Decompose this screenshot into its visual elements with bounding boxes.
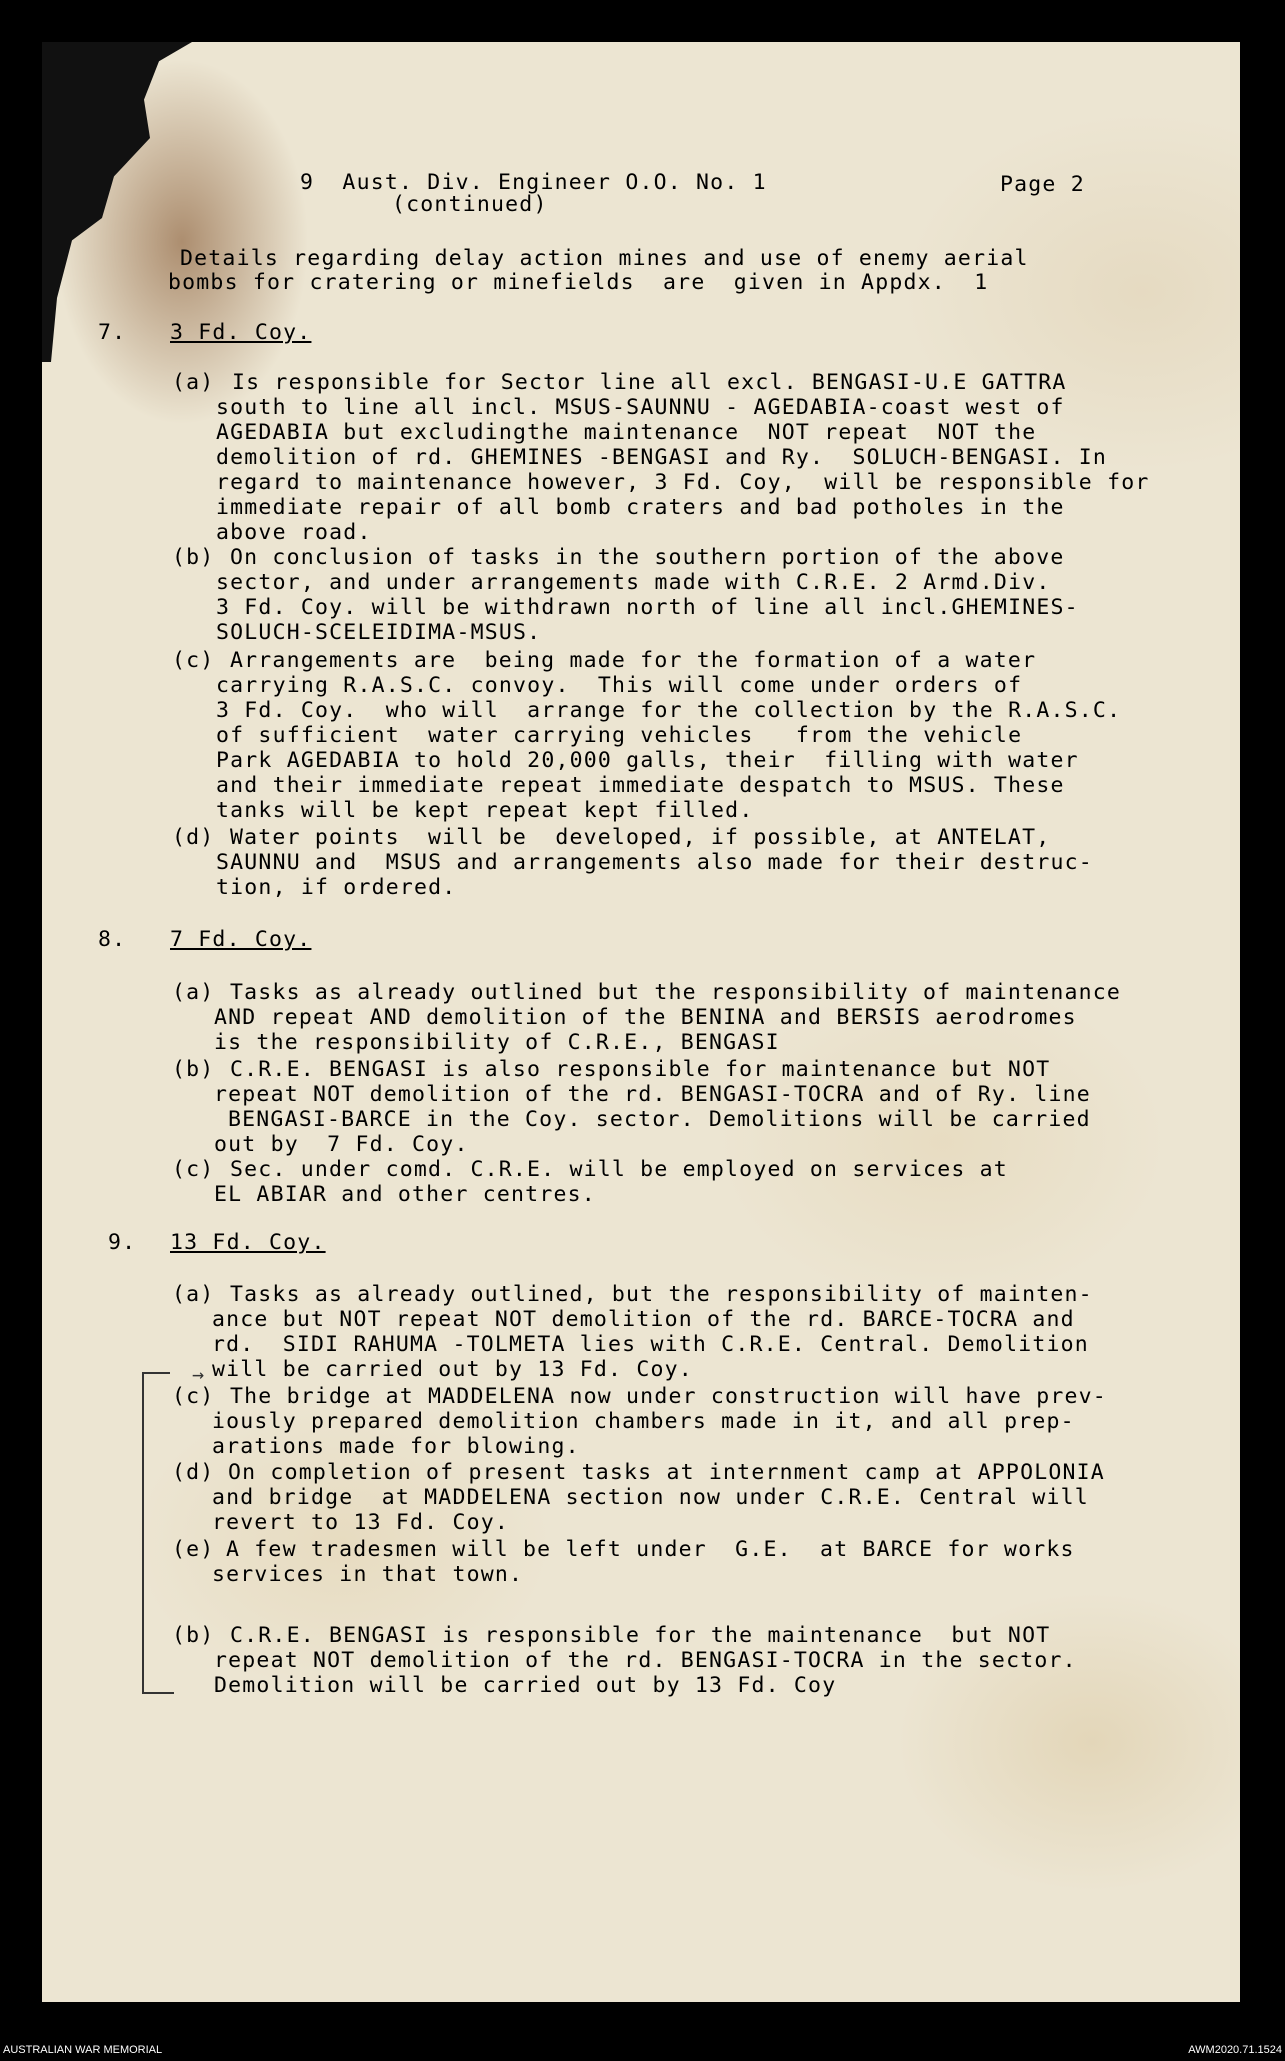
section-heading: 7 Fd. Coy.: [170, 927, 312, 952]
section-number: 9.: [108, 1230, 137, 1255]
item-line: A few tradesmen will be left under G.E. at BARCE for works: [226, 1537, 1075, 1562]
item-line: and bridge at MADDELENA section now under C.R.E. Central will: [212, 1485, 1089, 1510]
item-line: will be carried out by 13 Fd. Coy.: [212, 1357, 693, 1382]
item-line: Is responsible for Sector line all excl. BENGASI-U.E GATTRA: [232, 370, 1067, 395]
item-line: Tasks as already outlined, but the responsibility of mainten-: [230, 1282, 1093, 1307]
item-label: (c): [172, 1157, 215, 1182]
item-line: of sufficient water carrying vehicles from the vehicle: [216, 723, 1023, 748]
footer-right: AWM2020.71.1524: [1188, 2044, 1282, 2056]
item-line: tion, if ordered.: [216, 875, 457, 900]
section-number: 7.: [98, 320, 127, 345]
item-line: Tasks as already outlined but the responsibility of maintenance: [230, 980, 1122, 1005]
intro-line: bombs for cratering or minefields are given in Appdx. 1: [168, 270, 989, 295]
item-line: ance but NOT repeat NOT demolition of the rd. BARCE-TOCRA and: [212, 1307, 1075, 1332]
item-line: C.R.E. BENGASI is also responsible for maintenance but NOT: [230, 1057, 1051, 1082]
item-line: The bridge at MADDELENA now under construction will have prev-: [230, 1384, 1107, 1409]
item-line: immediate repair of all bomb craters and bad potholes in the: [216, 495, 1065, 520]
page-title: 9 Aust. Div. Engineer O.O. No. 1: [300, 170, 767, 195]
item-line: repeat NOT demolition of the rd. BENGASI-TOCRA in the sector.: [214, 1648, 1077, 1673]
bracket-arrow-icon: →: [192, 1362, 205, 1386]
item-line: out by 7 Fd. Coy.: [214, 1132, 469, 1157]
item-line: Park AGEDABIA to hold 20,000 galls, their filling with water: [216, 748, 1079, 773]
item-label: (e): [172, 1537, 215, 1562]
item-line: sector, and under arrangements made with C.R.E. 2 Armd.Div.: [216, 570, 1051, 595]
item-line: Demolition will be carried out by 13 Fd. Coy: [214, 1673, 837, 1698]
item-line: rd. SIDI RAHUMA -TOLMETA lies with C.R.E. Central. Demolition: [212, 1332, 1089, 1357]
item-label: (d): [172, 825, 215, 850]
section-heading: 13 Fd. Coy.: [170, 1230, 326, 1255]
item-line: tanks will be kept repeat kept filled.: [216, 798, 754, 823]
item-line: AGEDABIA but excludingthe maintenance NOT repeat NOT the: [216, 420, 1037, 445]
item-label: (a): [172, 370, 215, 395]
item-label: (b): [172, 1057, 215, 1082]
item-line: is the responsibility of C.R.E., BENGASI: [214, 1030, 780, 1055]
item-line: arations made for blowing.: [212, 1434, 580, 1459]
item-line: repeat NOT demolition of the rd. BENGASI-TOCRA and of Ry. line: [214, 1082, 1091, 1107]
item-line: On completion of present tasks at internment camp at APPOLONIA: [228, 1460, 1105, 1485]
item-line: C.R.E. BENGASI is responsible for the maintenance but NOT: [230, 1623, 1051, 1648]
item-line: demolition of rd. GHEMINES -BENGASI and Ry. SOLUCH-BENGASI. In: [216, 445, 1108, 470]
item-label: (c): [172, 648, 215, 673]
item-label: (d): [172, 1460, 215, 1485]
item-line: above road.: [216, 520, 372, 545]
insertion-bracket: [142, 1372, 144, 1692]
item-line: and their immediate repeat immediate despatch to MSUS. These: [216, 773, 1065, 798]
item-label: (a): [172, 980, 215, 1005]
item-line: Arrangements are being made for the formation of a water: [230, 648, 1037, 673]
item-line: SOLUCH-SCELEIDIMA-MSUS.: [216, 620, 542, 645]
item-line: SAUNNU and MSUS and arrangements also made for their destruc-: [216, 850, 1093, 875]
bracket-bottom-tick: [142, 1692, 174, 1694]
intro-line: Details regarding delay action mines and use of enemy aerial: [180, 246, 1029, 271]
item-line: EL ABIAR and other centres.: [214, 1182, 596, 1207]
item-line: services in that town.: [212, 1562, 524, 1587]
item-line: On conclusion of tasks in the southern portion of the above: [230, 545, 1065, 570]
item-line: BENGASI-BARCE in the Coy. sector. Demolitions will be carried: [228, 1107, 1091, 1132]
item-line: revert to 13 Fd. Coy.: [212, 1510, 510, 1535]
item-line: Water points will be developed, if possible, at ANTELAT,: [230, 825, 1051, 850]
item-label: (b): [172, 1623, 215, 1648]
item-label: (c): [172, 1384, 215, 1409]
item-line: south to line all incl. MSUS-SAUNNU - AGEDABIA-coast west of: [216, 395, 1065, 420]
item-label: (b): [172, 545, 215, 570]
item-line: 3 Fd. Coy. will be withdrawn north of line all incl.GHEMINES-: [216, 595, 1079, 620]
item-line: 3 Fd. Coy. who will arrange for the collection by the R.A.S.C.: [216, 698, 1122, 723]
item-line: carrying R.A.S.C. convoy. This will come under orders of: [216, 673, 1023, 698]
item-line: Sec. under comd. C.R.E. will be employed on services at: [230, 1157, 1008, 1182]
section-number: 8.: [98, 927, 127, 952]
bracket-top-tick: [142, 1372, 170, 1374]
item-line: AND repeat AND demolition of the BENINA and BERSIS aerodromes: [214, 1005, 1077, 1030]
item-line: regard to maintenance however, 3 Fd. Coy, will be responsible for: [216, 470, 1150, 495]
footer-left: AUSTRALIAN WAR MEMORIAL: [3, 2044, 163, 2056]
page-number: Page 2: [1000, 172, 1085, 197]
item-label: (a): [172, 1282, 215, 1307]
section-heading: 3 Fd. Coy.: [170, 320, 312, 345]
page-subtitle: (continued): [392, 192, 548, 217]
item-line: iously prepared demolition chambers made in it, and all prep-: [212, 1409, 1075, 1434]
